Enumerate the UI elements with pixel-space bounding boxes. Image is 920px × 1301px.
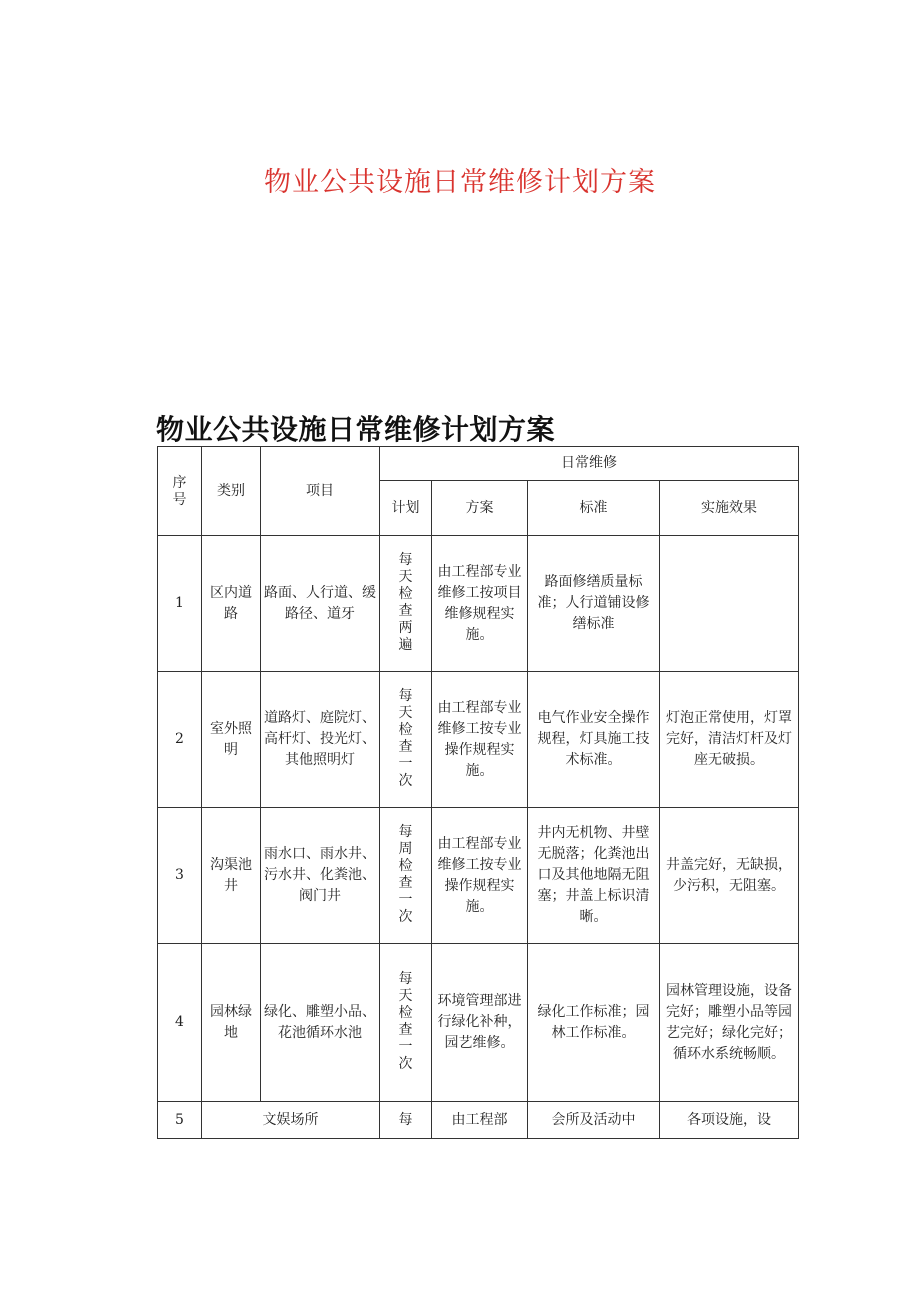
row-plan: 每天检查两遍 xyxy=(380,536,432,672)
row-scheme: 环境管理部进行绿化补种，园艺维修。 xyxy=(432,944,528,1102)
row-category: 沟渠池井 xyxy=(202,808,261,944)
row-item: 绿化、雕塑小品、花池循环水池 xyxy=(261,944,380,1102)
header-category: 类别 xyxy=(202,447,261,536)
row-standard: 井内无机物、井壁无脱落；化粪池出口及其他地隔无阻塞；井盖上标识清晰。 xyxy=(528,808,660,944)
row-scheme: 由工程部专业维修工按项目维修规程实施。 xyxy=(432,536,528,672)
table-row xyxy=(158,672,799,808)
table-row xyxy=(158,944,799,1102)
row-plan: 每 xyxy=(380,1102,432,1139)
header-plan: 计划 xyxy=(380,481,432,536)
row-scheme: 由工程部专业维修工按专业操作规程实施。 xyxy=(432,808,528,944)
table-row xyxy=(158,808,799,944)
row-effect xyxy=(660,536,799,672)
row-effect: 井盖完好，无缺损，少污积，无阻塞。 xyxy=(660,808,799,944)
row-seq: 4 xyxy=(158,944,202,1102)
row-plan: 每周检查一次 xyxy=(380,808,432,944)
row-standard: 绿化工作标准；园林工作标准。 xyxy=(528,944,660,1102)
maintenance-plan-table xyxy=(157,446,799,1139)
row-plan: 每天检查一次 xyxy=(380,944,432,1102)
document-title-red: 物业公共设施日常维修计划方案 xyxy=(264,167,656,198)
row-seq: 2 xyxy=(158,672,202,808)
table-row xyxy=(158,536,799,672)
row-item: 道路灯、庭院灯、高杆灯、投光灯、其他照明灯 xyxy=(261,672,380,808)
row-effect: 园林管理设施，设备完好；雕塑小品等园艺完好；绿化完好；循环水系统畅顺。 xyxy=(660,944,799,1102)
header-row-1 xyxy=(158,447,799,481)
header-standard: 标准 xyxy=(528,481,660,536)
row-scheme: 由工程部专业维修工按专业操作规程实施。 xyxy=(432,672,528,808)
row-category-item: 文娱场所 xyxy=(202,1102,380,1139)
document-title: 物业公共设施日常维修计划方案 xyxy=(156,413,556,446)
header-item: 项目 xyxy=(261,447,380,536)
row-seq: 5 xyxy=(158,1102,202,1139)
row-effect: 各项设施，设 xyxy=(660,1102,799,1139)
header-daily-maintenance: 日常维修 xyxy=(380,447,799,481)
header-seq: 序号 xyxy=(158,447,202,536)
row-effect: 灯泡正常使用，灯罩完好，清洁灯杆及灯座无破损。 xyxy=(660,672,799,808)
row-standard: 电气作业安全操作规程，灯具施工技术标准。 xyxy=(528,672,660,808)
row-plan: 每天检查一次 xyxy=(380,672,432,808)
row-seq: 3 xyxy=(158,808,202,944)
row-scheme: 由工程部 xyxy=(432,1102,528,1139)
row-seq: 1 xyxy=(158,536,202,672)
table-row xyxy=(158,1102,799,1139)
row-item: 路面、人行道、缓路径、道牙 xyxy=(261,536,380,672)
row-category: 园林绿地 xyxy=(202,944,261,1102)
header-scheme: 方案 xyxy=(432,481,528,536)
row-category: 区内道路 xyxy=(202,536,261,672)
row-category: 室外照明 xyxy=(202,672,261,808)
row-standard: 会所及活动中 xyxy=(528,1102,660,1139)
row-item: 雨水口、雨水井、污水井、化粪池、阀门井 xyxy=(261,808,380,944)
row-standard: 路面修缮质量标准；人行道铺设修缮标准 xyxy=(528,536,660,672)
header-effect: 实施效果 xyxy=(660,481,799,536)
